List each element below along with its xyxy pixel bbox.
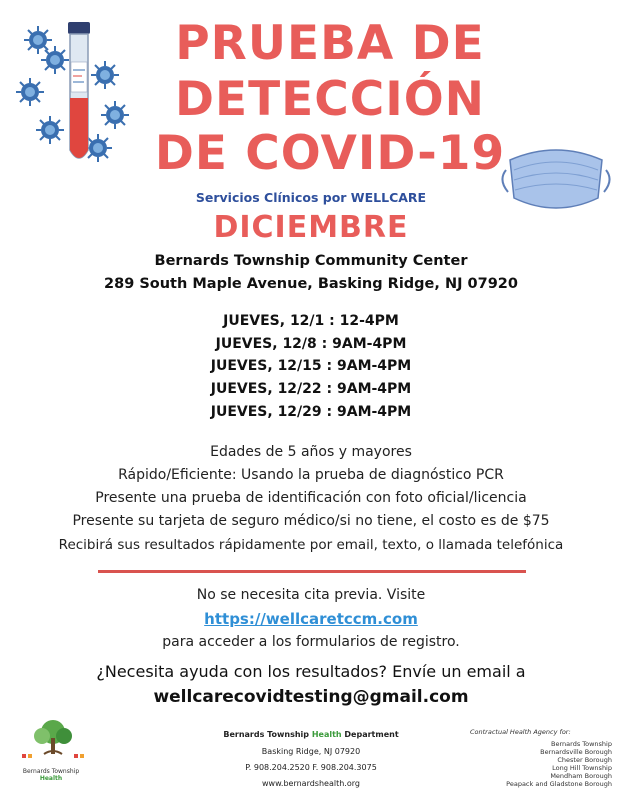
venue-address: 289 South Maple Avenue, Basking Ridge, NJ 07920 — [104, 276, 518, 292]
date-item: JUEVES, 12/1 : 12-4PM — [223, 313, 399, 329]
agency-item: Chester Borough — [557, 756, 612, 764]
date-item: JUEVES, 12/8 : 9AM-4PM — [215, 336, 407, 352]
agency-item: Bernardsville Borough — [540, 748, 612, 756]
subtitle: Servicios Clínicos por WELLCARE — [195, 190, 427, 205]
date-item: JUEVES, 12/15 : 9AM-4PM — [210, 358, 412, 374]
department-city: Basking Ridge, NJ 07920 — [261, 747, 361, 756]
agency-title: Contractual Health Agency for: — [470, 728, 571, 736]
info-line: Recibirá sus resultados rápidamente por email, texto, o llamada telefónica — [58, 537, 564, 553]
tree-logo-icon — [20, 718, 86, 764]
agency-item: Bernards Township — [551, 740, 612, 748]
registration-link[interactable]: https://wellcaretccm.com — [204, 610, 418, 628]
walk-in-note: No se necesita cita previa. Visite — [196, 587, 426, 603]
virus-icon — [36, 116, 64, 144]
virus-icon — [41, 46, 69, 74]
venue-name: Bernards Township Community Center — [154, 253, 468, 269]
section-divider — [98, 570, 526, 573]
date-item: JUEVES, 12/29 : 9AM-4PM — [210, 404, 412, 420]
department-phone: P. 908.204.2520 F. 908.204.3075 — [245, 763, 377, 772]
face-mask-icon — [500, 140, 612, 220]
virus-icon — [16, 78, 44, 106]
info-line: Presente su tarjeta de seguro médico/si no tiene, el costo es de $75 — [72, 513, 550, 529]
title-line-1: PRUEBA DE — [175, 16, 485, 71]
logo-caption: Bernards Township Health — [22, 768, 80, 782]
info-line: Edades de 5 años y mayores — [210, 444, 412, 460]
department-website: www.bernardshealth.org — [262, 779, 360, 788]
help-email[interactable]: wellcarecovidtesting@gmail.com — [153, 687, 469, 707]
info-line: Presente una prueba de identificación con foto oficial/licencia — [95, 490, 527, 506]
agency-item: Long Hill Township — [552, 764, 612, 772]
registration-note: para acceder a los formularios de registro. — [162, 634, 460, 650]
agency-list — [470, 728, 612, 788]
title-line-2: DETECCIÓN — [174, 72, 486, 127]
department-name: Bernards Township Health Department — [223, 730, 399, 739]
date-item: JUEVES, 12/22 : 9AM-4PM — [210, 381, 412, 397]
title-line-3: DE COVID-19 — [154, 126, 506, 181]
month-heading: DICIEMBRE — [213, 210, 409, 245]
info-line: Rápido/Eficiente: Usando la prueba de diagnóstico PCR — [118, 467, 504, 483]
agency-item: Mendham Borough — [550, 772, 612, 780]
department-info — [200, 730, 422, 788]
test-tube-icon — [68, 22, 90, 158]
agency-item: Peapack and Gladstone Borough — [506, 780, 612, 788]
help-text: ¿Necesita ayuda con los resultados? Envíe un email a — [96, 662, 526, 681]
virus-icon — [24, 26, 52, 54]
